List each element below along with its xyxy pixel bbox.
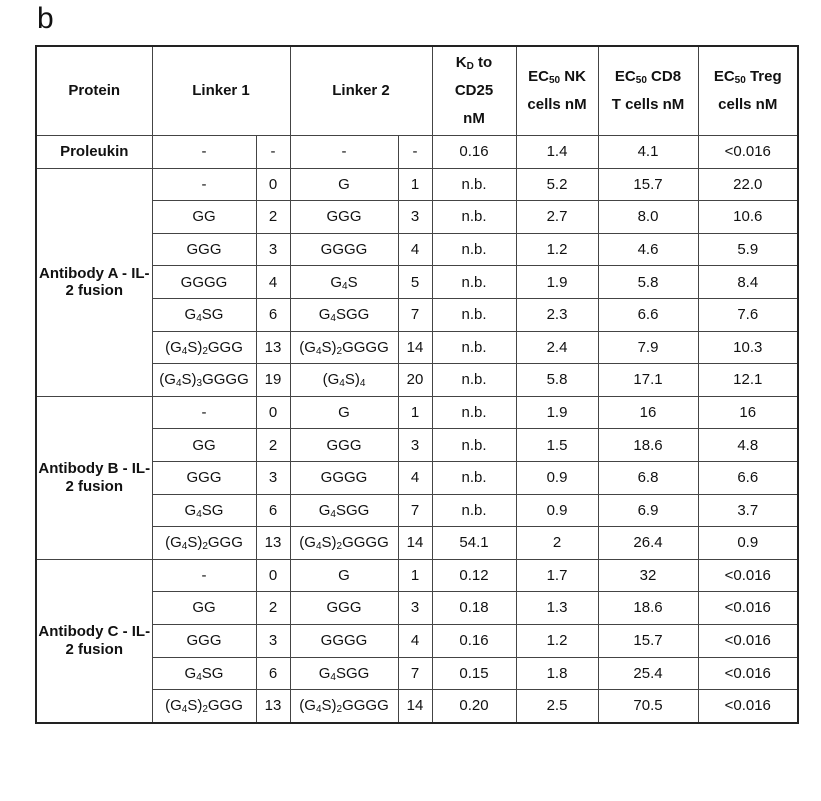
- linker-2-seq: $G_4SGG$: [290, 298, 398, 331]
- ec50-treg-value: <0.016: [698, 559, 798, 592]
- ec50-cd8-value: 18.6: [598, 429, 698, 462]
- kd-cd25-value: 0.18: [432, 592, 516, 625]
- ec50-treg-value: 3.7: [698, 494, 798, 527]
- ec50-cd8-value: 4.6: [598, 233, 698, 266]
- header-line: Protein: [68, 82, 121, 99]
- linker-1-seq: GGGG: [152, 266, 256, 299]
- kd-cd25-value: 0.12: [432, 559, 516, 592]
- table-row: [36, 136, 798, 169]
- header-line: $EC_{50}$ CD8: [614, 68, 682, 86]
- kd-cd25-value: 0.15: [432, 657, 516, 690]
- kd-cd25-value: n.b.: [432, 331, 516, 364]
- header-row: [36, 46, 798, 136]
- linker-1-seq: $(G_4S)_2GGG$: [152, 331, 256, 364]
- kd-cd25-value: n.b.: [432, 233, 516, 266]
- ec50-nk-value: 1.7: [516, 559, 598, 592]
- protein-name: Antibody C - IL-2 fusion: [36, 559, 152, 722]
- ec50-nk-value: 2.3: [516, 298, 598, 331]
- linker-1-length: 3: [256, 461, 290, 494]
- linker-2-seq: GGG: [290, 429, 398, 462]
- linker-2-seq: GGG: [290, 201, 398, 234]
- linker-1-seq: -: [152, 396, 256, 429]
- linker-2-seq: G: [290, 168, 398, 201]
- linker-1-length: 0: [256, 168, 290, 201]
- header-ec50-cd8: [598, 46, 698, 136]
- kd-cd25-value: 0.16: [432, 624, 516, 657]
- linker-1-seq: $G_4SG$: [152, 657, 256, 690]
- linker-2-seq: GGGG: [290, 461, 398, 494]
- kd-cd25-value: n.b.: [432, 201, 516, 234]
- linker-1-length: 0: [256, 396, 290, 429]
- linker-2-seq: $G_4SGG$: [290, 494, 398, 527]
- table-row: [36, 168, 798, 201]
- linker-1-seq: $(G_4S)_2GGG$: [152, 690, 256, 723]
- ec50-treg-value: 8.4: [698, 266, 798, 299]
- linker-1-seq: GGG: [152, 233, 256, 266]
- kd-cd25-value: n.b.: [432, 429, 516, 462]
- kd-cd25-value: n.b.: [432, 266, 516, 299]
- linker-2-seq: GGGG: [290, 624, 398, 657]
- linker-1-seq: GGG: [152, 624, 256, 657]
- header-ec50-nk: [516, 46, 598, 136]
- kd-cd25-value: n.b.: [432, 168, 516, 201]
- linker-2-seq: GGG: [290, 592, 398, 625]
- linker-1-length: 13: [256, 690, 290, 723]
- protein-name: Proleukin: [36, 136, 152, 169]
- linker-2-length: 14: [398, 331, 432, 364]
- linker-1-seq: $(G_4S)_3GGGG$: [152, 364, 256, 397]
- linker-1-length: 3: [256, 624, 290, 657]
- table-body: [36, 136, 798, 723]
- ec50-nk-value: 2.5: [516, 690, 598, 723]
- linker-1-length: 3: [256, 233, 290, 266]
- linker-1-seq: GG: [152, 201, 256, 234]
- kd-cd25-value: 0.20: [432, 690, 516, 723]
- ec50-treg-value: <0.016: [698, 690, 798, 723]
- header-line: nM: [463, 110, 485, 127]
- kd-cd25-value: n.b.: [432, 461, 516, 494]
- linker-1-seq: GGG: [152, 461, 256, 494]
- panel-label: b: [37, 2, 54, 35]
- header-line: Linker 1: [192, 82, 250, 99]
- linker-1-length: -: [256, 136, 290, 169]
- linker-1-length: 2: [256, 429, 290, 462]
- linker-2-length: 5: [398, 266, 432, 299]
- linker-2-seq: GGGG: [290, 233, 398, 266]
- ec50-treg-value: 10.6: [698, 201, 798, 234]
- linker-2-seq: $G_4SGG$: [290, 657, 398, 690]
- ec50-nk-value: 5.2: [516, 168, 598, 201]
- linker-1-length: 13: [256, 527, 290, 560]
- kd-cd25-value: n.b.: [432, 494, 516, 527]
- ec50-treg-value: <0.016: [698, 136, 798, 169]
- header-protein: [36, 46, 152, 136]
- ec50-treg-value: 5.9: [698, 233, 798, 266]
- linker-1-length: 2: [256, 201, 290, 234]
- linker-1-length: 6: [256, 298, 290, 331]
- linker-2-length: 3: [398, 429, 432, 462]
- linker-2-length: 4: [398, 624, 432, 657]
- ec50-treg-value: 10.3: [698, 331, 798, 364]
- ec50-cd8-value: 5.8: [598, 266, 698, 299]
- kd-cd25-value: 0.16: [432, 136, 516, 169]
- ec50-cd8-value: 4.1: [598, 136, 698, 169]
- ec50-nk-value: 1.3: [516, 592, 598, 625]
- ec50-treg-value: 0.9: [698, 527, 798, 560]
- ec50-nk-value: 1.4: [516, 136, 598, 169]
- ec50-treg-value: <0.016: [698, 657, 798, 690]
- ec50-nk-value: 2.4: [516, 331, 598, 364]
- header-line: T cells nM: [611, 96, 685, 113]
- ec50-cd8-value: 26.4: [598, 527, 698, 560]
- header-line: CD25: [454, 82, 494, 99]
- ec50-nk-value: 2: [516, 527, 598, 560]
- linker-1-seq: GG: [152, 429, 256, 462]
- header-linker-1: [152, 46, 290, 136]
- ec50-nk-value: 2.7: [516, 201, 598, 234]
- ec50-cd8-value: 8.0: [598, 201, 698, 234]
- linker-2-length: 3: [398, 592, 432, 625]
- ec50-cd8-value: 15.7: [598, 624, 698, 657]
- ec50-nk-value: 0.9: [516, 494, 598, 527]
- ec50-nk-value: 1.2: [516, 624, 598, 657]
- ec50-treg-value: 22.0: [698, 168, 798, 201]
- protein-name: Antibody B - IL-2 fusion: [36, 396, 152, 559]
- header-line: $EC_{50}$ NK: [528, 68, 586, 86]
- header-line: $K_D$ to: [455, 54, 493, 72]
- header-kd-cd25: [432, 46, 516, 136]
- linker-2-length: 3: [398, 201, 432, 234]
- linker-1-length: 2: [256, 592, 290, 625]
- ec50-cd8-value: 16: [598, 396, 698, 429]
- linker-1-seq: -: [152, 559, 256, 592]
- ec50-cd8-value: 6.9: [598, 494, 698, 527]
- kd-cd25-value: n.b.: [432, 396, 516, 429]
- ec50-cd8-value: 17.1: [598, 364, 698, 397]
- linker-1-length: 0: [256, 559, 290, 592]
- ec50-cd8-value: 15.7: [598, 168, 698, 201]
- linker-1-length: 6: [256, 657, 290, 690]
- ec50-cd8-value: 32: [598, 559, 698, 592]
- results-table: [35, 45, 799, 724]
- linker-1-seq: GG: [152, 592, 256, 625]
- kd-cd25-value: n.b.: [432, 298, 516, 331]
- ec50-treg-value: 4.8: [698, 429, 798, 462]
- ec50-treg-value: <0.016: [698, 592, 798, 625]
- linker-2-length: 4: [398, 233, 432, 266]
- linker-1-length: 6: [256, 494, 290, 527]
- linker-2-length: 14: [398, 527, 432, 560]
- header-line: Linker 2: [332, 82, 390, 99]
- linker-2-length: 7: [398, 494, 432, 527]
- linker-2-length: 7: [398, 657, 432, 690]
- linker-2-seq: $G_4S$: [290, 266, 398, 299]
- ec50-treg-value: 6.6: [698, 461, 798, 494]
- ec50-nk-value: 5.8: [516, 364, 598, 397]
- ec50-cd8-value: 6.6: [598, 298, 698, 331]
- ec50-cd8-value: 25.4: [598, 657, 698, 690]
- ec50-treg-value: 16: [698, 396, 798, 429]
- table-row: [36, 396, 798, 429]
- ec50-treg-value: <0.016: [698, 624, 798, 657]
- linker-2-seq: $(G_4S)_2GGGG$: [290, 331, 398, 364]
- kd-cd25-value: n.b.: [432, 364, 516, 397]
- linker-2-length: 20: [398, 364, 432, 397]
- ec50-treg-value: 7.6: [698, 298, 798, 331]
- table-row: [36, 559, 798, 592]
- header-linker-2: [290, 46, 432, 136]
- ec50-nk-value: 1.2: [516, 233, 598, 266]
- ec50-nk-value: 1.9: [516, 396, 598, 429]
- linker-2-seq: $(G_4S)_2GGGG$: [290, 690, 398, 723]
- ec50-cd8-value: 70.5: [598, 690, 698, 723]
- header-line: $EC_{50}$ Treg: [713, 68, 782, 86]
- linker-2-seq: $(G_4S)_4$: [290, 364, 398, 397]
- linker-2-length: 14: [398, 690, 432, 723]
- kd-cd25-value: 54.1: [432, 527, 516, 560]
- protein-name: Antibody A - IL-2 fusion: [36, 168, 152, 396]
- linker-2-length: 4: [398, 461, 432, 494]
- linker-2-length: 1: [398, 559, 432, 592]
- linker-2-seq: G: [290, 396, 398, 429]
- linker-2-seq: -: [290, 136, 398, 169]
- linker-1-length: 4: [256, 266, 290, 299]
- ec50-nk-value: 1.5: [516, 429, 598, 462]
- ec50-treg-value: 12.1: [698, 364, 798, 397]
- ec50-nk-value: 1.9: [516, 266, 598, 299]
- ec50-nk-value: 1.8: [516, 657, 598, 690]
- ec50-cd8-value: 7.9: [598, 331, 698, 364]
- linker-1-length: 13: [256, 331, 290, 364]
- linker-2-length: 7: [398, 298, 432, 331]
- linker-2-seq: $(G_4S)_2GGGG$: [290, 527, 398, 560]
- linker-1-length: 19: [256, 364, 290, 397]
- ec50-cd8-value: 18.6: [598, 592, 698, 625]
- linker-1-seq: $G_4SG$: [152, 494, 256, 527]
- linker-2-seq: G: [290, 559, 398, 592]
- linker-2-length: 1: [398, 396, 432, 429]
- linker-1-seq: $G_4SG$: [152, 298, 256, 331]
- linker-1-seq: -: [152, 136, 256, 169]
- ec50-nk-value: 0.9: [516, 461, 598, 494]
- linker-1-seq: -: [152, 168, 256, 201]
- linker-1-seq: $(G_4S)_2GGG$: [152, 527, 256, 560]
- linker-2-length: 1: [398, 168, 432, 201]
- header-line: cells nM: [718, 96, 778, 113]
- linker-2-length: -: [398, 136, 432, 169]
- header-ec50-treg: [698, 46, 798, 136]
- ec50-cd8-value: 6.8: [598, 461, 698, 494]
- header-line: cells nM: [527, 96, 587, 113]
